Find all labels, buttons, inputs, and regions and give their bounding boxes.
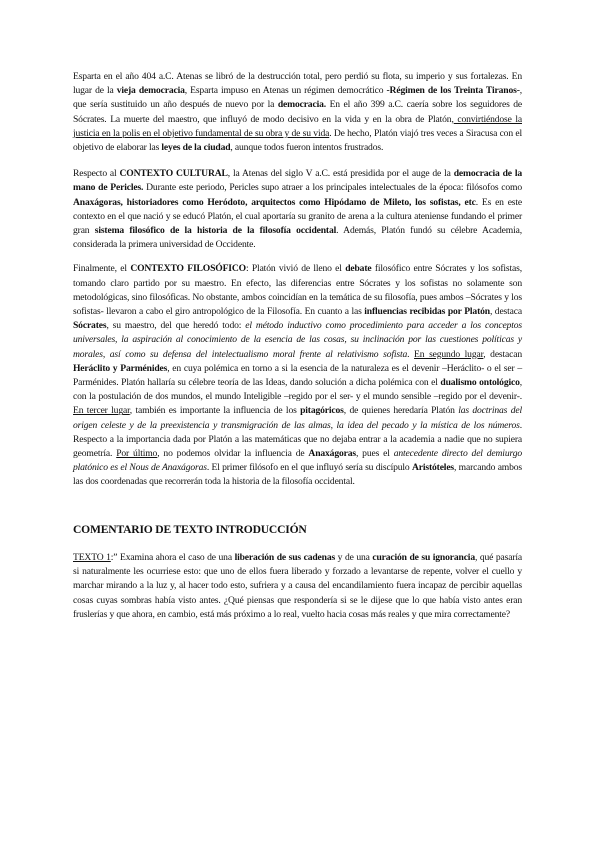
text-run-bold: -Régimen de los Treinta Tiranos- bbox=[386, 85, 520, 97]
text-run-plain: , aunque todos fueron intentos frustrados. bbox=[230, 142, 384, 154]
text-run-bold: Anaxágoras bbox=[308, 448, 356, 460]
text-run-bold: dualismo ontológico bbox=[440, 377, 520, 389]
text-run-plain: , marcando ambos las dos coordenadas que recorrerán toda la historia de la filosofía occidental. bbox=[73, 462, 522, 488]
text-run-plain: Respecto al bbox=[73, 168, 120, 180]
text-run-bold: CONTEXTO CULTURAL bbox=[119, 168, 228, 180]
text-run-bold: CONTEXTO FILOSÓFICO bbox=[130, 263, 246, 275]
text-run-bold: democracia. bbox=[277, 99, 326, 111]
text-run-plain: . Respecto a la importancia dada por Platón a las matemáticas que no dejaba entrar a la academia a nadie que no supiera geometría. bbox=[73, 419, 522, 460]
paragraph-contexto-cultural bbox=[73, 167, 522, 252]
text-run-bold: vieja democracia bbox=[116, 85, 185, 97]
text-run-italic: el método inductivo como procedimiento para acceder a los conceptos universales, la aspiración al conocimiento de la esencia de las cosas, su inclinación por las cuestiones políticas y morales, así como su defensa del intelectualismo moral frente al relativismo sofista bbox=[73, 320, 522, 360]
text-run-plain: , también es importante la influencia de los bbox=[129, 405, 301, 417]
text-run-plain: Durante este periodo, Pericles supo atraer a los principales intelectuales de la época: filósofos como bbox=[143, 182, 522, 194]
text-run-plain: Esparta en el año 404 a.C. Atenas se libró de la destrucción total, pero perdió su flota, su imperio y sus fortalezas. En lugar de la bbox=[73, 71, 522, 97]
text-run-plain: , que sería sustituido un año después de nuevo por la bbox=[73, 85, 522, 111]
text-run-plain: , la Atenas del siglo V a.C. está presidida por el auge de la bbox=[227, 168, 454, 180]
text-run-plain: . De hecho, Platón viajó tres veces a Siracusa con el objetivo de elaborar las bbox=[73, 127, 522, 154]
text-run-bold: Anaxágoras, historiadores como Heródoto, arquitectos como Hipódamo de Mileto, los sofistas, etc bbox=[73, 196, 476, 208]
text-run-underlined: convirtiéndose la justicia en la polis en el objetivo fundamental de su obra y de su vida bbox=[73, 113, 522, 139]
paragraph-texto-1 bbox=[73, 551, 522, 622]
text-run-plain: Finalmente, el bbox=[73, 263, 131, 275]
text-run-bold: sistema filosófico de la historia de la filosofía occidental bbox=[94, 225, 337, 237]
section-heading: COMENTARIO DE TEXTO INTRODUCCIÓN bbox=[73, 522, 307, 536]
text-run-plain: , destaca bbox=[489, 306, 522, 318]
text-run-plain: :” Examina ahora el caso de una bbox=[110, 551, 235, 563]
text-run-underlined: En segundo lugar bbox=[414, 348, 484, 360]
text-run-italic: las doctrinas del origen celeste y de la preexistencia y transmigración de las almas, la idea del pecado y la mística de los números bbox=[73, 405, 522, 431]
text-run-bold: Sócrates bbox=[73, 320, 107, 332]
text-run-plain: y de una bbox=[335, 551, 373, 563]
text-run-plain: filosófico entre Sócrates y los sofistas, tomando claro partido por su maestro. En efecto, las diferencias entre Sócrates y los sofistas no solamente son metodológicas, sino filosóficas. No obstante, ambos coincidían en la temática de su filosofía, pues ambos –Sócrates y los sofistas- llevaron a cabo el giro antropológico de la Filosofía. En cuanto a las bbox=[73, 263, 522, 318]
text-run-underlined: En tercer lugar bbox=[73, 405, 130, 417]
paragraph-contexto-filosofico bbox=[73, 262, 522, 489]
text-run-underlined: Por último bbox=[116, 448, 158, 460]
text-run-plain: . Es en este contexto en el que nació y se educó Platón, el cual aportaría su granito de arena a la cultura ateniense fundando el primer gran bbox=[73, 196, 523, 237]
text-run-bold: debate bbox=[345, 263, 372, 275]
text-run-bold: Aristóteles bbox=[411, 462, 455, 474]
text-run-plain: , en cuya polémica en torno a si la esencia de la naturaleza es el devenir –Heráclito- o el ser – Parménides. Platón hallaría su célebre teoría de las Ideas, dando solución a dicha polémica con el bbox=[73, 362, 522, 389]
text-run-plain: , no podemos olvidar la influencia de bbox=[157, 448, 309, 460]
text-run-bold: curación de su ignorancia bbox=[372, 551, 475, 563]
text-run-bold: democracia de la mano de Pericles. bbox=[73, 168, 522, 194]
paragraph-esparta bbox=[73, 70, 522, 155]
text-run-plain: En el año 399 a.C. caería sobre los seguidores de Sócrates. La muerte del maestro, que influyó de modo decisivo en la vida y en la obra de Platón, bbox=[73, 99, 523, 125]
text-run-plain: , su maestro, del que heredó todo: bbox=[106, 320, 246, 332]
text-run-plain: , destacan bbox=[483, 348, 522, 360]
text-run-bold: leyes de la ciudad bbox=[161, 142, 231, 154]
text-run-plain: : Platón vivió de lleno el bbox=[245, 263, 346, 275]
text-run-plain: , pues el bbox=[355, 448, 394, 460]
text-run-italic: antecedente directo del demiurgo platónico es el Nous de Anaxágoras bbox=[73, 448, 522, 474]
text-run-plain: . bbox=[407, 348, 415, 360]
text-run-bold: influencias recibidas por Platón bbox=[364, 306, 490, 318]
text-run-plain: , de quienes heredaría Platón bbox=[343, 405, 459, 417]
text-run-plain: , qué pasaría si naturalmente les ocurriese esto: que uno de ellos fuera liberado y forzado a levantarse de repente, volver el cuello y marchar mirando a la luz y, al hacer todo esto, sufriera y a causa del encandilamiento fuera incapaz de percibir aquellas cosas cuyas sombras había visto antes. ¿Qué piensas que respondería si se le dijese que lo que había visto antes eran fruslerías y que ahora, en cambio, está más próximo a lo real, vuelto hacia cosas más reales y que mira correctamente? bbox=[73, 551, 522, 620]
text-run-plain: , con la postulación de dos mundos, el mundo Inteligible –regido por el ser- y el mundo sensible –regido por el devenir-. bbox=[73, 377, 522, 403]
text-run-plain: . Además, Platón fundó su célebre Academia, considerada la primera universidad de Occidente. bbox=[73, 225, 522, 251]
text-run-plain: , Esparta impuso en Atenas un régimen democrático bbox=[184, 85, 387, 97]
text-run-bold: pitagóricos bbox=[300, 405, 344, 417]
text-run-bold: liberación de sus cadenas bbox=[234, 551, 336, 563]
text-run-plain: . El primer filósofo en el que influyó sería su discípulo bbox=[206, 462, 412, 474]
text-run-underlined: TEXTO 1 bbox=[73, 551, 111, 563]
text-run-bold: Heráclito y Parménides bbox=[73, 362, 168, 374]
